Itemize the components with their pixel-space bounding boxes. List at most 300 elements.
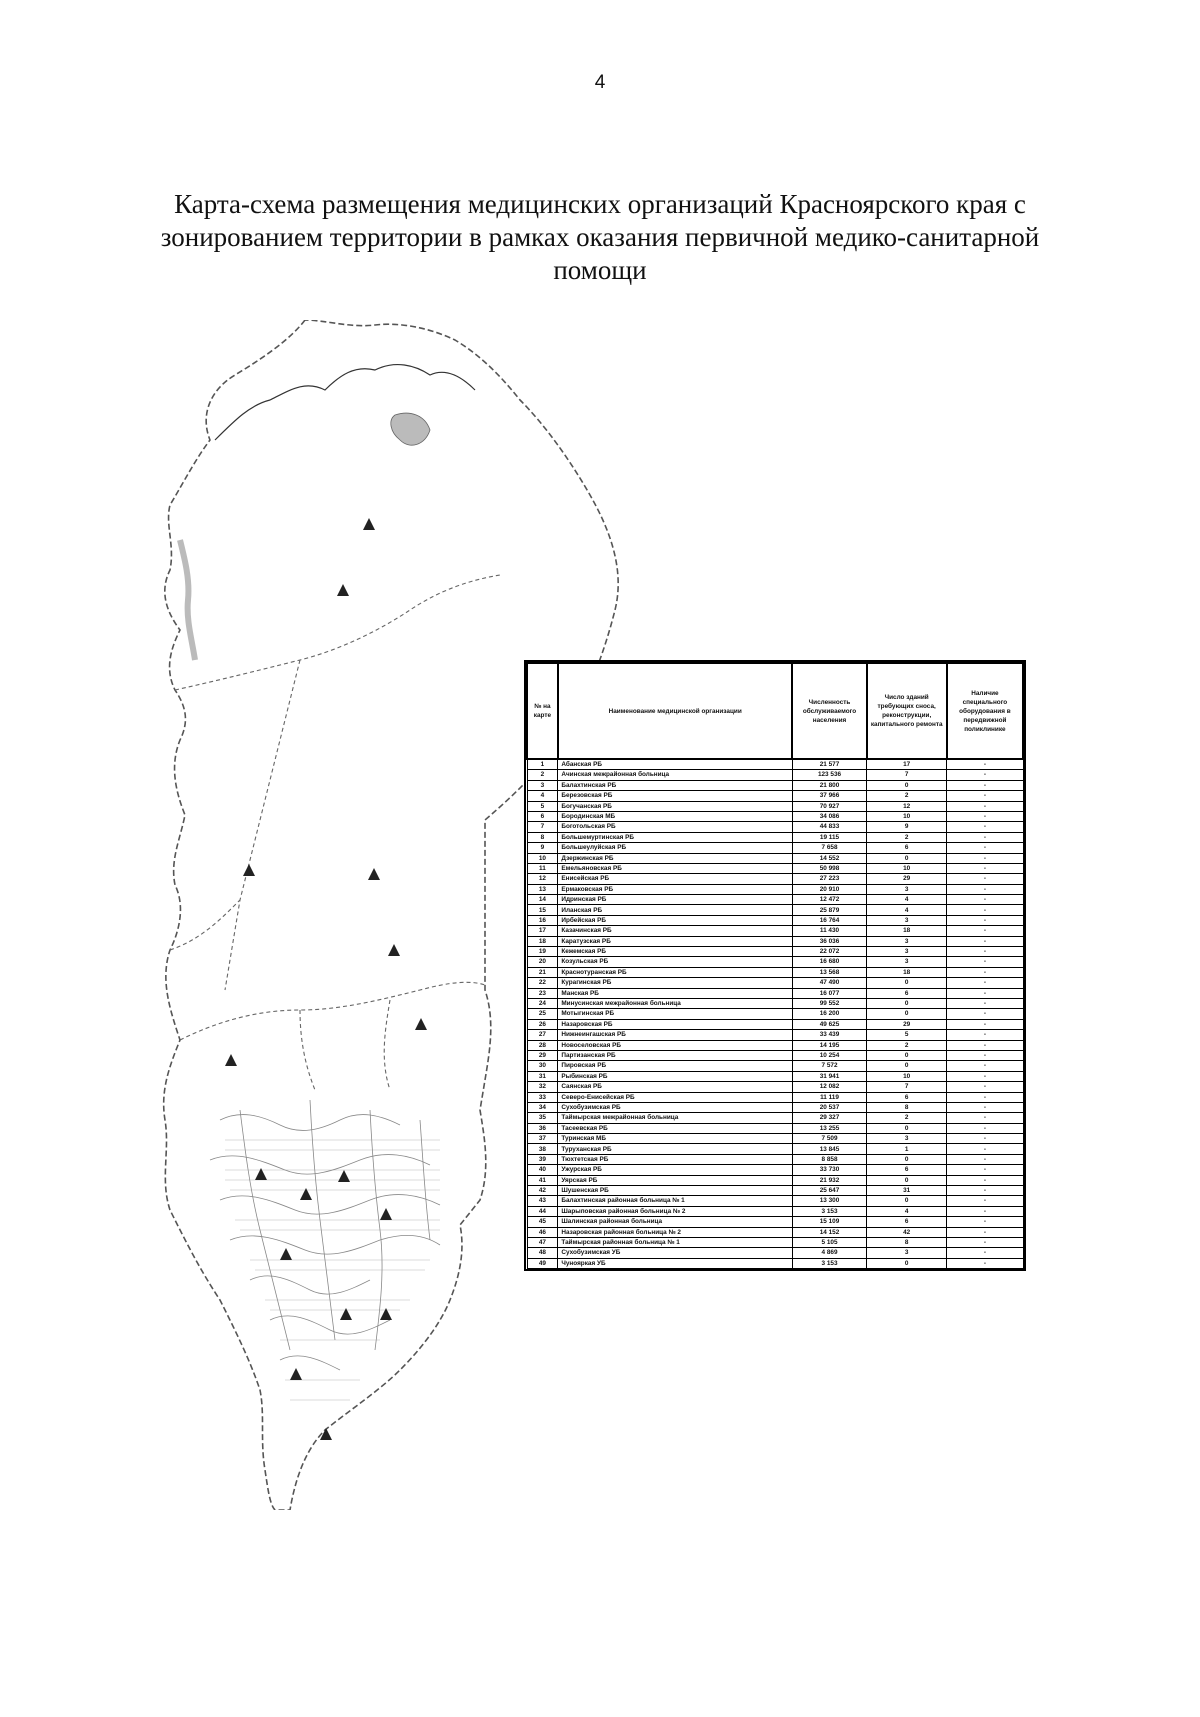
cell-equipment: - [947, 957, 1023, 967]
cell-name: Богучанская РБ [558, 801, 793, 811]
cell-equipment: - [947, 791, 1023, 801]
cell-equipment: - [947, 1134, 1023, 1144]
cell-buildings: 3 [867, 947, 947, 957]
cell-name: Сухобузимская РБ [558, 1102, 793, 1112]
cell-population: 19 115 [792, 832, 866, 842]
cell-num: 1 [527, 759, 558, 770]
district-boundaries [170, 575, 500, 1090]
hospital-icon [225, 1054, 237, 1066]
cell-num: 39 [527, 1154, 558, 1164]
cell-equipment: - [947, 978, 1023, 988]
cell-equipment: - [947, 874, 1023, 884]
cell-name: Туруханская РБ [558, 1144, 793, 1154]
cell-equipment: - [947, 1050, 1023, 1060]
table-row [527, 1030, 1023, 1040]
cell-name: Большемуртинская РБ [558, 832, 793, 842]
cell-population: 3 153 [792, 1258, 866, 1268]
table-row [527, 853, 1023, 863]
cell-num: 36 [527, 1123, 558, 1133]
table-row [527, 1071, 1023, 1081]
cell-buildings: 0 [867, 1009, 947, 1019]
table-row [527, 957, 1023, 967]
cell-name: Туринская МБ [558, 1134, 793, 1144]
cell-equipment: - [947, 915, 1023, 925]
table-row [527, 978, 1023, 988]
cell-equipment: - [947, 780, 1023, 790]
table-row [527, 1061, 1023, 1071]
cell-buildings: 9 [867, 822, 947, 832]
table-row [527, 988, 1023, 998]
table-row [527, 926, 1023, 936]
cell-buildings: 0 [867, 1196, 947, 1206]
cell-num: 24 [527, 998, 558, 1008]
cell-equipment: - [947, 1123, 1023, 1133]
table-row [527, 822, 1023, 832]
cell-buildings: 0 [867, 1154, 947, 1164]
cell-num: 27 [527, 1030, 558, 1040]
yenisei-estuary [180, 540, 195, 660]
cell-equipment: - [947, 1186, 1023, 1196]
cell-population: 13 568 [792, 967, 866, 977]
cell-num: 21 [527, 967, 558, 977]
cell-equipment: - [947, 1113, 1023, 1123]
table-row [527, 832, 1023, 842]
table-row [527, 1134, 1023, 1144]
cell-population: 7 509 [792, 1134, 866, 1144]
cell-num: 28 [527, 1040, 558, 1050]
cell-equipment: - [947, 832, 1023, 842]
cell-name: Сухобузимская УБ [558, 1248, 793, 1258]
cell-population: 11 119 [792, 1092, 866, 1102]
cell-buildings: 17 [867, 759, 947, 770]
cell-equipment: - [947, 853, 1023, 863]
table-row [527, 1258, 1023, 1268]
cell-name: Идринская РБ [558, 895, 793, 905]
cell-name: Северо-Енисейская РБ [558, 1092, 793, 1102]
cell-name: Бородинская МБ [558, 811, 793, 821]
cell-buildings: 6 [867, 1092, 947, 1102]
table-row [527, 1175, 1023, 1185]
cell-num: 40 [527, 1165, 558, 1175]
cell-population: 16 764 [792, 915, 866, 925]
hospital-icon [290, 1368, 302, 1380]
cell-name: Иланская РБ [558, 905, 793, 915]
cell-name: Мотыгинская РБ [558, 1009, 793, 1019]
cell-name: Балахтинская РБ [558, 780, 793, 790]
cell-population: 25 879 [792, 905, 866, 915]
cell-name: Ачинская межрайонная больница [558, 770, 793, 780]
cell-population: 5 105 [792, 1237, 866, 1247]
cell-buildings: 0 [867, 780, 947, 790]
cell-population: 13 300 [792, 1196, 866, 1206]
cell-buildings: 8 [867, 1237, 947, 1247]
cell-buildings: 10 [867, 1071, 947, 1081]
cell-equipment: - [947, 801, 1023, 811]
hospital-icon [363, 518, 375, 530]
title-line-3: помощи [553, 255, 647, 285]
table-row [527, 1040, 1023, 1050]
table-row [527, 1050, 1023, 1060]
table-row [527, 770, 1023, 780]
cell-equipment: - [947, 770, 1023, 780]
cell-population: 20 910 [792, 884, 866, 894]
cell-population: 11 430 [792, 926, 866, 936]
cell-buildings: 4 [867, 895, 947, 905]
table-row [527, 1009, 1023, 1019]
cell-buildings: 4 [867, 905, 947, 915]
cell-population: 34 086 [792, 811, 866, 821]
cell-buildings: 29 [867, 1019, 947, 1029]
table-row [527, 1186, 1023, 1196]
cell-buildings: 12 [867, 801, 947, 811]
cell-equipment: - [947, 1237, 1023, 1247]
cell-buildings: 2 [867, 1113, 947, 1123]
cell-num: 16 [527, 915, 558, 925]
cell-num: 19 [527, 947, 558, 957]
cell-num: 35 [527, 1113, 558, 1123]
cell-equipment: - [947, 863, 1023, 873]
table-row [527, 811, 1023, 821]
cell-population: 21 932 [792, 1175, 866, 1185]
cell-buildings: 3 [867, 1248, 947, 1258]
cell-num: 44 [527, 1206, 558, 1216]
cell-num: 25 [527, 1009, 558, 1019]
cell-equipment: - [947, 1102, 1023, 1112]
cell-name: Краснотуранская РБ [558, 967, 793, 977]
cell-buildings: 6 [867, 1165, 947, 1175]
cell-num: 38 [527, 1144, 558, 1154]
cell-population: 21 577 [792, 759, 866, 770]
cell-name: Назаровская районная больница № 2 [558, 1227, 793, 1237]
cell-name: Новоселовская РБ [558, 1040, 793, 1050]
cell-buildings: 42 [867, 1227, 947, 1237]
cell-equipment: - [947, 1165, 1023, 1175]
cell-population: 47 490 [792, 978, 866, 988]
cell-name: Манская РБ [558, 988, 793, 998]
cell-name: Нижнеингашская РБ [558, 1030, 793, 1040]
cell-buildings: 7 [867, 1082, 947, 1092]
cell-num: 42 [527, 1186, 558, 1196]
cell-equipment: - [947, 1217, 1023, 1227]
cell-num: 34 [527, 1102, 558, 1112]
cell-name: Назаровская РБ [558, 1019, 793, 1029]
cell-population: 25 647 [792, 1186, 866, 1196]
cell-name: Каратузская РБ [558, 936, 793, 946]
cell-num: 48 [527, 1248, 558, 1258]
table-row [527, 1237, 1023, 1247]
cell-buildings: 6 [867, 1217, 947, 1227]
cell-population: 13 845 [792, 1144, 866, 1154]
cell-population: 36 036 [792, 936, 866, 946]
cell-num: 31 [527, 1071, 558, 1081]
cell-name: Чунояркая УБ [558, 1258, 793, 1268]
table-row [527, 791, 1023, 801]
cell-name: Саянская РБ [558, 1082, 793, 1092]
facility-markers [225, 518, 427, 1440]
cell-name: Балахтинская районная больница № 1 [558, 1196, 793, 1206]
hospital-icon [388, 944, 400, 956]
cell-equipment: - [947, 998, 1023, 1008]
cell-name: Шушенская РБ [558, 1186, 793, 1196]
cell-population: 14 152 [792, 1227, 866, 1237]
table-row [527, 1144, 1023, 1154]
cell-population: 14 195 [792, 1040, 866, 1050]
cell-equipment: - [947, 759, 1023, 770]
table-row [527, 780, 1023, 790]
lake-taimyr [391, 413, 430, 445]
cell-buildings: 4 [867, 1206, 947, 1216]
table-row [527, 936, 1023, 946]
cell-name: Абанская РБ [558, 759, 793, 770]
southern-districts [210, 1100, 440, 1370]
cell-num: 6 [527, 811, 558, 821]
cell-num: 15 [527, 905, 558, 915]
cell-population: 20 537 [792, 1102, 866, 1112]
hospital-icon [280, 1248, 292, 1260]
cell-population: 7 658 [792, 843, 866, 853]
cell-population: 16 077 [792, 988, 866, 998]
header-population: Численность обслуживаемого населения [792, 663, 866, 759]
cell-buildings: 0 [867, 1061, 947, 1071]
cell-population: 15 109 [792, 1217, 866, 1227]
cell-num: 17 [527, 926, 558, 936]
cell-population: 29 327 [792, 1113, 866, 1123]
cell-num: 10 [527, 853, 558, 863]
cell-equipment: - [947, 1030, 1023, 1040]
cell-num: 5 [527, 801, 558, 811]
cell-equipment: - [947, 1019, 1023, 1029]
cell-name: Тасеевская РБ [558, 1123, 793, 1133]
table-row [527, 967, 1023, 977]
cell-equipment: - [947, 926, 1023, 936]
cell-population: 12 472 [792, 895, 866, 905]
cell-population: 22 072 [792, 947, 866, 957]
cell-equipment: - [947, 1196, 1023, 1206]
cell-num: 13 [527, 884, 558, 894]
table-row [527, 759, 1023, 770]
cell-equipment: - [947, 936, 1023, 946]
cell-population: 4 869 [792, 1248, 866, 1258]
cell-buildings: 3 [867, 957, 947, 967]
cell-num: 46 [527, 1227, 558, 1237]
cell-name: Шарыповская районная больница № 2 [558, 1206, 793, 1216]
cell-population: 33 439 [792, 1030, 866, 1040]
cell-num: 23 [527, 988, 558, 998]
cell-buildings: 0 [867, 1123, 947, 1133]
table-row [527, 801, 1023, 811]
table-row [527, 884, 1023, 894]
cell-buildings: 3 [867, 1134, 947, 1144]
cell-name: Шалинская районная больница [558, 1217, 793, 1227]
table-row [527, 947, 1023, 957]
table-row [527, 1019, 1023, 1029]
cell-equipment: - [947, 1082, 1023, 1092]
cell-buildings: 7 [867, 770, 947, 780]
cell-equipment: - [947, 1248, 1023, 1258]
cell-name: Таймырская районная больница № 1 [558, 1237, 793, 1247]
cell-buildings: 6 [867, 843, 947, 853]
cell-name: Боготольская РБ [558, 822, 793, 832]
hospital-icon [337, 584, 349, 596]
table-row [527, 1102, 1023, 1112]
header-name: Наименование медицинской организации [558, 663, 793, 759]
hospital-icon [368, 868, 380, 880]
cell-num: 43 [527, 1196, 558, 1206]
header-num: № на карте [527, 663, 558, 759]
cell-num: 37 [527, 1134, 558, 1144]
cell-equipment: - [947, 905, 1023, 915]
cell-name: Курагинская РБ [558, 978, 793, 988]
hospital-icon [243, 864, 255, 876]
page-number: 4 [594, 72, 606, 93]
header-equipment: Наличие специального оборудования в передвижной поликлинике [947, 663, 1023, 759]
table-row [527, 863, 1023, 873]
cell-buildings: 0 [867, 978, 947, 988]
cell-buildings: 0 [867, 998, 947, 1008]
cell-name: Партизанская РБ [558, 1050, 793, 1060]
cell-num: 18 [527, 936, 558, 946]
northern-coastline [215, 365, 475, 440]
cell-num: 4 [527, 791, 558, 801]
cell-buildings: 3 [867, 884, 947, 894]
hospital-icon [380, 1208, 392, 1220]
cell-buildings: 2 [867, 791, 947, 801]
cell-buildings: 0 [867, 1175, 947, 1185]
cell-buildings: 0 [867, 1050, 947, 1060]
cell-name: Ирбейская РБ [558, 915, 793, 925]
cell-num: 2 [527, 770, 558, 780]
cell-equipment: - [947, 967, 1023, 977]
cell-population: 8 858 [792, 1154, 866, 1164]
cell-equipment: - [947, 895, 1023, 905]
cell-buildings: 3 [867, 936, 947, 946]
cell-buildings: 31 [867, 1186, 947, 1196]
cell-equipment: - [947, 1227, 1023, 1237]
cell-num: 47 [527, 1237, 558, 1247]
header-buildings: Число зданий требующих сноса, реконструкции, капитального ремонта [867, 663, 947, 759]
cell-population: 21 800 [792, 780, 866, 790]
cell-equipment: - [947, 947, 1023, 957]
cell-buildings: 1 [867, 1144, 947, 1154]
cell-equipment: - [947, 1040, 1023, 1050]
cell-name: Енисейская РБ [558, 874, 793, 884]
cell-name: Ужурская РБ [558, 1165, 793, 1175]
cell-name: Минусинская межрайонная больница [558, 998, 793, 1008]
cell-equipment: - [947, 1009, 1023, 1019]
table-row [527, 1154, 1023, 1164]
cell-buildings: 10 [867, 811, 947, 821]
cell-num: 49 [527, 1258, 558, 1268]
cell-num: 11 [527, 863, 558, 873]
title-line-2: зонированием территории в рамках оказания первичной медико-санитарной [160, 222, 1040, 252]
cell-name: Казачинская РБ [558, 926, 793, 936]
cell-num: 12 [527, 874, 558, 884]
cell-buildings: 3 [867, 915, 947, 925]
cell-name: Емельяновская РБ [558, 863, 793, 873]
cell-num: 20 [527, 957, 558, 967]
cell-buildings: 18 [867, 967, 947, 977]
cell-num: 33 [527, 1092, 558, 1102]
title-line-1: Карта-схема размещения медицинских организаций Красноярского края с [174, 189, 1026, 219]
cell-num: 3 [527, 780, 558, 790]
cell-buildings: 8 [867, 1102, 947, 1112]
cell-name: Таймырская межрайонная больница [558, 1113, 793, 1123]
cell-num: 7 [527, 822, 558, 832]
table-row [527, 1217, 1023, 1227]
cell-buildings: 2 [867, 832, 947, 842]
cell-equipment: - [947, 811, 1023, 821]
cell-population: 16 200 [792, 1009, 866, 1019]
medical-organizations-table [526, 662, 1024, 1269]
cell-population: 16 680 [792, 957, 866, 967]
table-row [527, 915, 1023, 925]
cell-population: 49 625 [792, 1019, 866, 1029]
table-row [527, 998, 1023, 1008]
cell-num: 32 [527, 1082, 558, 1092]
table-row [527, 895, 1023, 905]
cell-equipment: - [947, 1144, 1023, 1154]
cell-buildings: 18 [867, 926, 947, 936]
table-row [527, 905, 1023, 915]
table-row [527, 874, 1023, 884]
cell-population: 7 572 [792, 1061, 866, 1071]
table-row [527, 1227, 1023, 1237]
cell-population: 123 536 [792, 770, 866, 780]
cell-num: 41 [527, 1175, 558, 1185]
cell-name: Кежемская РБ [558, 947, 793, 957]
cell-equipment: - [947, 884, 1023, 894]
cell-population: 27 223 [792, 874, 866, 884]
table-row [527, 1248, 1023, 1258]
table-row [527, 1092, 1023, 1102]
table-row [527, 1123, 1023, 1133]
cell-population: 31 941 [792, 1071, 866, 1081]
cell-buildings: 29 [867, 874, 947, 884]
cell-buildings: 5 [867, 1030, 947, 1040]
hospital-icon [415, 1018, 427, 1030]
cell-num: 45 [527, 1217, 558, 1227]
cell-population: 37 966 [792, 791, 866, 801]
cell-num: 29 [527, 1050, 558, 1060]
cell-name: Тюхтетская РБ [558, 1154, 793, 1164]
cell-name: Большеулуйская РБ [558, 843, 793, 853]
cell-equipment: - [947, 988, 1023, 998]
cell-population: 70 927 [792, 801, 866, 811]
cell-num: 26 [527, 1019, 558, 1029]
cell-equipment: - [947, 1206, 1023, 1216]
cell-name: Козульская РБ [558, 957, 793, 967]
cell-population: 13 255 [792, 1123, 866, 1133]
cell-population: 3 153 [792, 1206, 866, 1216]
cell-population: 14 552 [792, 853, 866, 863]
cell-buildings: 10 [867, 863, 947, 873]
cell-population: 44 833 [792, 822, 866, 832]
table-body [527, 759, 1023, 1269]
cell-name: Уярская РБ [558, 1175, 793, 1185]
cell-equipment: - [947, 1175, 1023, 1185]
table-header-row [527, 663, 1023, 759]
cell-buildings: 6 [867, 988, 947, 998]
table-row [527, 1206, 1023, 1216]
cell-population: 12 082 [792, 1082, 866, 1092]
cell-name: Пировская РБ [558, 1061, 793, 1071]
cell-equipment: - [947, 1061, 1023, 1071]
cell-num: 30 [527, 1061, 558, 1071]
cell-name: Дзержинская РБ [558, 853, 793, 863]
table-row [527, 1165, 1023, 1175]
cell-equipment: - [947, 1092, 1023, 1102]
cell-population: 50 998 [792, 863, 866, 873]
